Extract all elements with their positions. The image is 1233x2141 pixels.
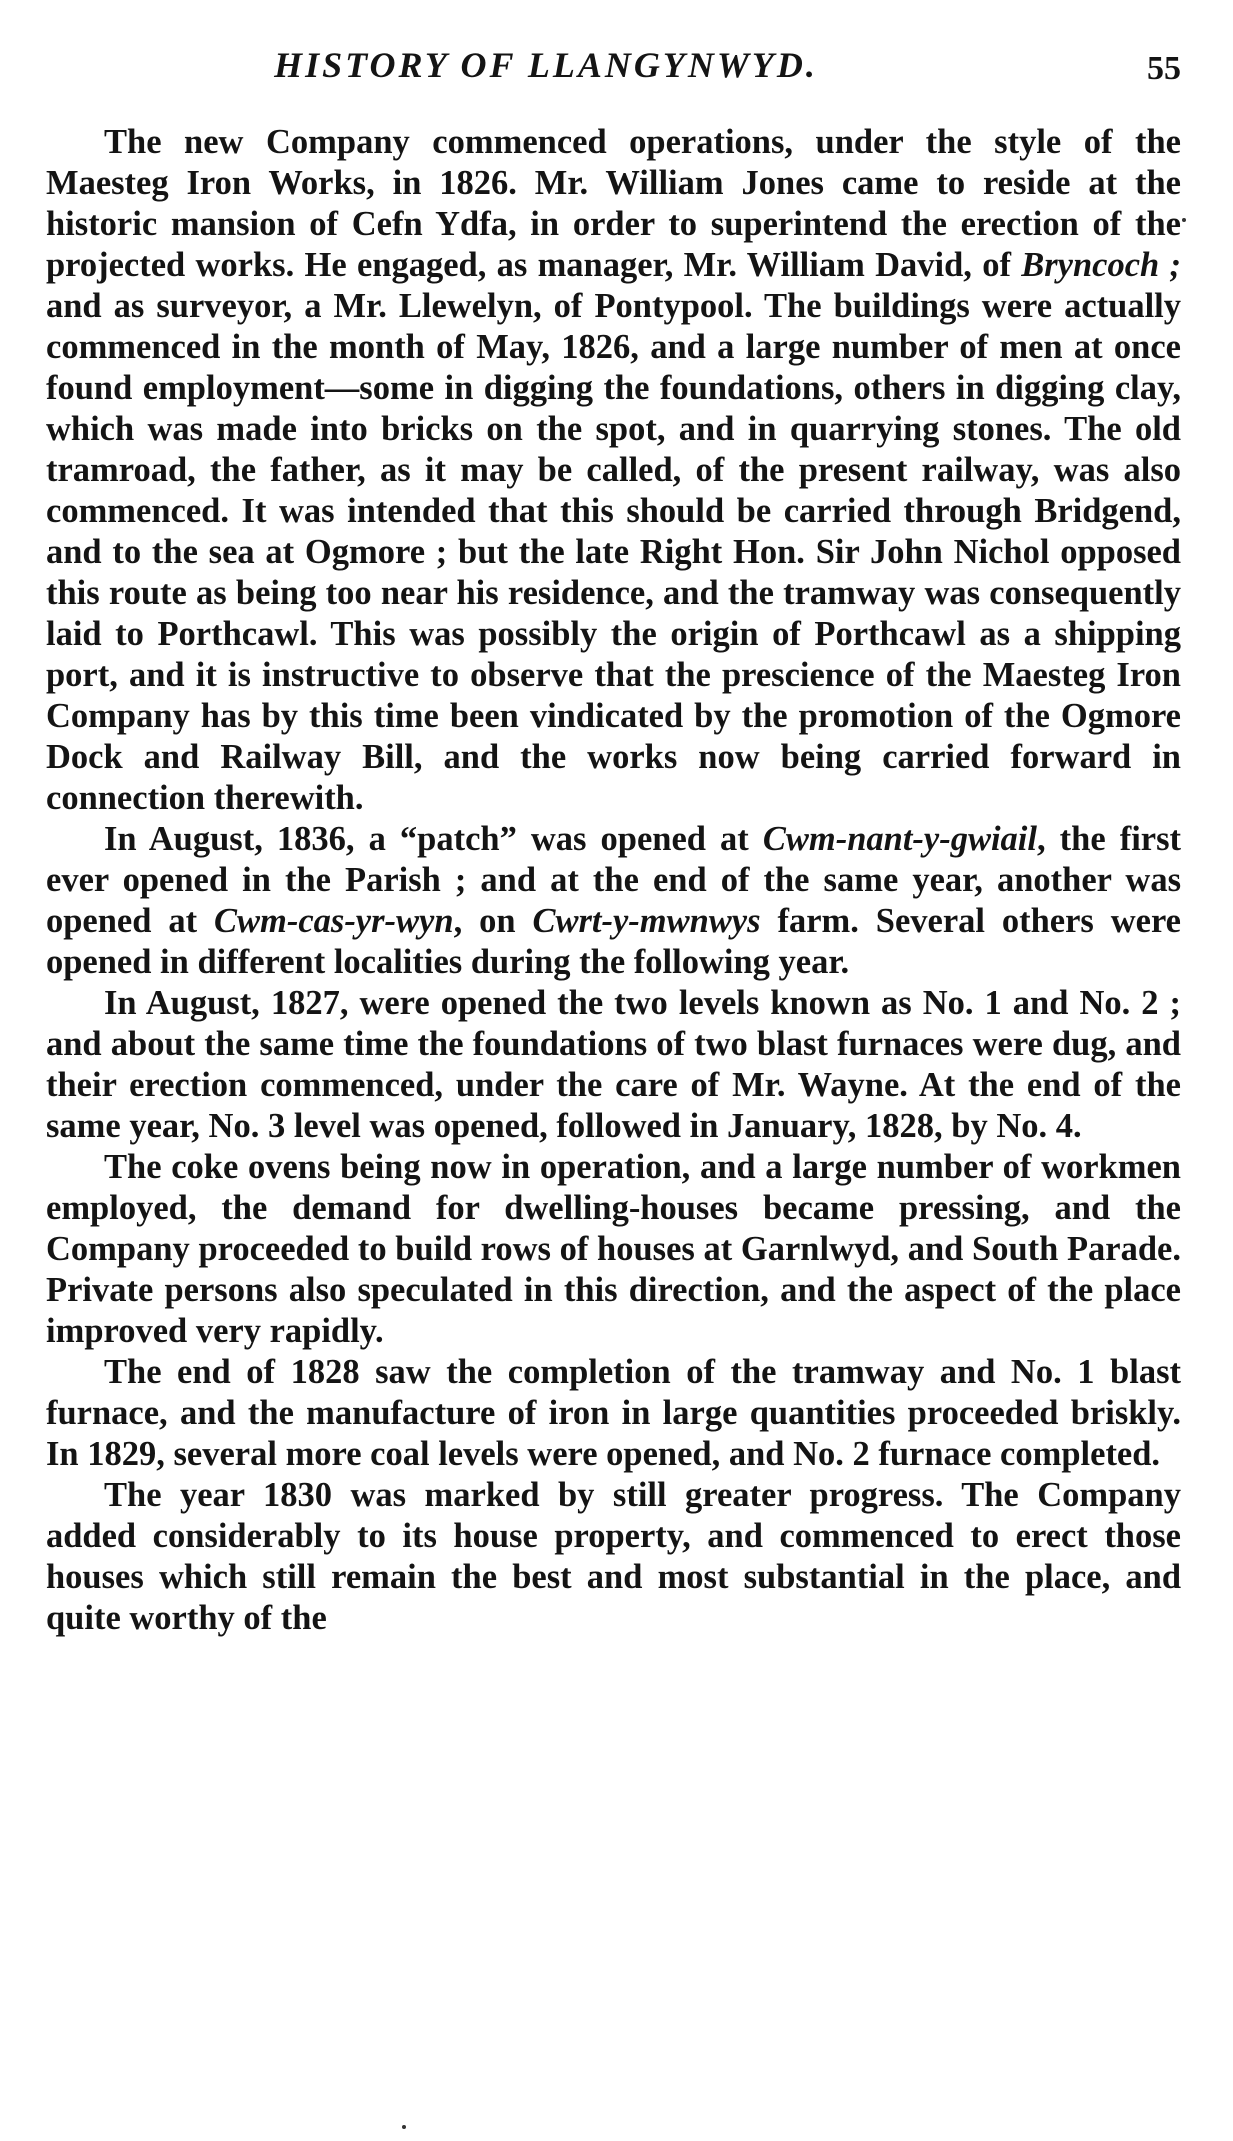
italic-text: Cwm-cas-yr-wyn (213, 902, 454, 940)
paragraph (46, 1147, 1181, 1352)
text-run: In August, 1836, a “patch” was opened at (104, 820, 763, 858)
italic-text: Bryncoch ; (1021, 246, 1181, 284)
running-title: HISTORY OF LLANGYNWYD. (274, 45, 818, 85)
print-speck (1182, 218, 1186, 222)
page-number: 55 (1147, 50, 1181, 87)
text-run: , on (453, 902, 533, 940)
text-run: In August, 1827, were opened the two levels known as No. 1 and No. 2 ; and about the same time the foundations of two blast furnaces were dug, and their erection commenced, under the care of Mr. Wayne. At the end of the same year, No. 3 level was opened, followed in January, 1828, by No. 4. (46, 984, 1181, 1145)
paragraph (46, 983, 1181, 1147)
text-run: , the first ever opened in the Parish ; and at the end of the same year, another was opened at (46, 820, 1182, 940)
paragraph (46, 122, 1181, 819)
paragraph (46, 1352, 1181, 1475)
text-run: The end of 1828 saw the completion of the tramway and No. 1 blast furnace, and the manufacture of iron in large quantities proceeded briskly. In 1829, several more coal levels were opened, and No. 2 furnace completed. (46, 1353, 1181, 1473)
paragraph (46, 1475, 1181, 1639)
text-run: farm. Several others were opened in different localities during the following year. (46, 902, 1181, 981)
running-head (46, 40, 1181, 90)
italic-text: Cwrt-y-mwnwys (532, 902, 761, 940)
text-run: The year 1830 was marked by still greater progress. The Company added considerably to its house property, and commenced to erect those houses which still remain the best and most substantial in the place, and quite worthy of the (46, 1476, 1181, 1637)
italic-text: Cwm-nant-y-gwiail (762, 820, 1037, 858)
body-text (46, 122, 1181, 1639)
text-run: The new Company commenced operations, under the style of the Maesteg Iron Works, in 1826. Mr. William Jones came to reside at the historic mansion of Cefn Ydfa, in order to superintend the erection of the projected works. He engaged, as manager, Mr. William David, of (46, 123, 1181, 284)
text-run: and as surveyor, a Mr. Llewelyn, of Pontypool. The buildings were actually commenced in the month of May, 1826, and a large number of men at once found employment—some in digging the foundations, others in digging clay, which was made into bricks on the spot, and in quarrying stones. The old tramroad, the father, as it may be called, of the present railway, was also commenced. It was intended that this should be carried through Bridgend, and to the sea at Ogmore ; but the late Right Hon. Sir John Nichol opposed this route as being too near his residence, and the tramway was consequently laid to Porthcawl. This was possibly the origin of Porthcawl as a shipping port, and it is instructive to observe that the prescience of the Maesteg Iron Company has by this time been vindicated by the promotion of the Ogmore Dock and Railway Bill, and the works now being carried forward in connection therewith. (46, 287, 1181, 817)
paragraph (46, 819, 1181, 983)
print-speck (402, 2125, 406, 2129)
text-run: The coke ovens being now in operation, and a large number of workmen employed, the demand for dwelling-houses became pressing, and the Company proceeded to build rows of houses at Garnlwyd, and South Parade. Private persons also speculated in this direction, and the aspect of the place improved very rapidly. (46, 1148, 1181, 1350)
